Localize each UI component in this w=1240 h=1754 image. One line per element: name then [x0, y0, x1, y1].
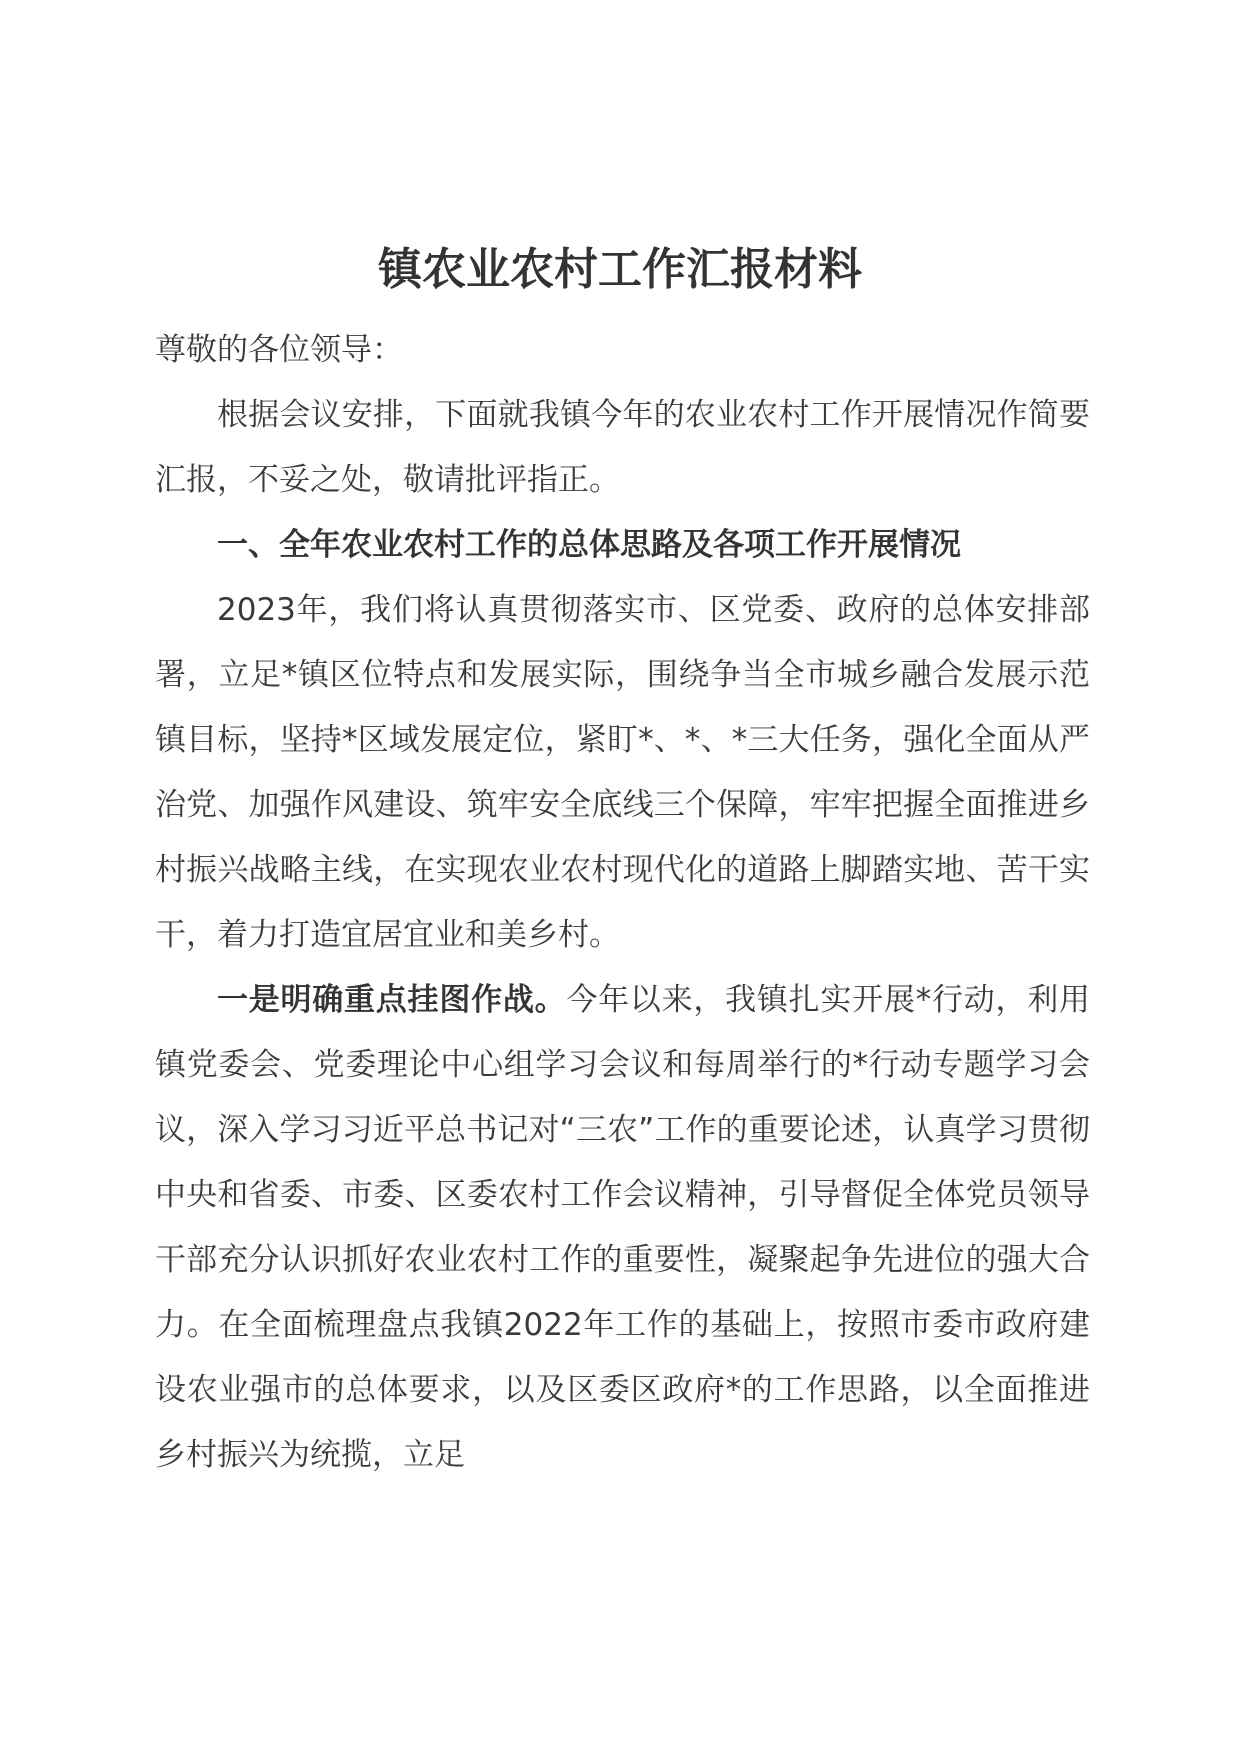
document-body	[155, 318, 1090, 1488]
salutation: 尊敬的各位领导：	[155, 332, 403, 368]
paragraph-text: 今年以来，我镇扎实开展*行动，利用镇党委会、党委理论中心组学习会议和每周举行的*行动专题学习会议，深入学习习近平总书记对“三农”工作的重要论述，认真学习贯彻中央和省委、市委、区委农村工作会议精神，引导督促全体党员领导干部充分认识抓好农业农村工作的重要性，凝聚起争先进位的强大合力。在全面梳理盘点我镇2022年工作的基础上，按照市委市政府建设农业强市的总体要求，以及区委区政府*的工作思路，以全面推进乡村振兴为统揽，立足	[155, 982, 1091, 1473]
paragraph-lead: 一是明确重点挂图作战。	[217, 982, 567, 1018]
section-heading: 一、全年农业农村工作的总体思路及各项工作开展情况	[217, 527, 961, 563]
body-paragraph-2	[155, 968, 1090, 1488]
document-title: 镇农业农村工作汇报材料	[378, 244, 862, 295]
body-paragraph-1: 2023年，我们将认真贯彻落实市、区党委、政府的总体安排部署，立足*镇区位特点和发展实际，围绕争当全市城乡融合发展示范镇目标，坚持*区域发展定位，紧盯*、*、*三大任务，强化全面从严治党、加强作风建设、筑牢安全底线三个保障，牢牢把握全面推进乡村振兴战略主线，在实现农业农村现代化的道路上脚踏实地、苦干实干，着力打造宜居宜业和美乡村。	[155, 592, 1090, 953]
intro-paragraph: 根据会议安排，下面就我镇今年的农业农村工作开展情况作简要汇报，不妥之处，敬请批评指正。	[155, 397, 1090, 498]
